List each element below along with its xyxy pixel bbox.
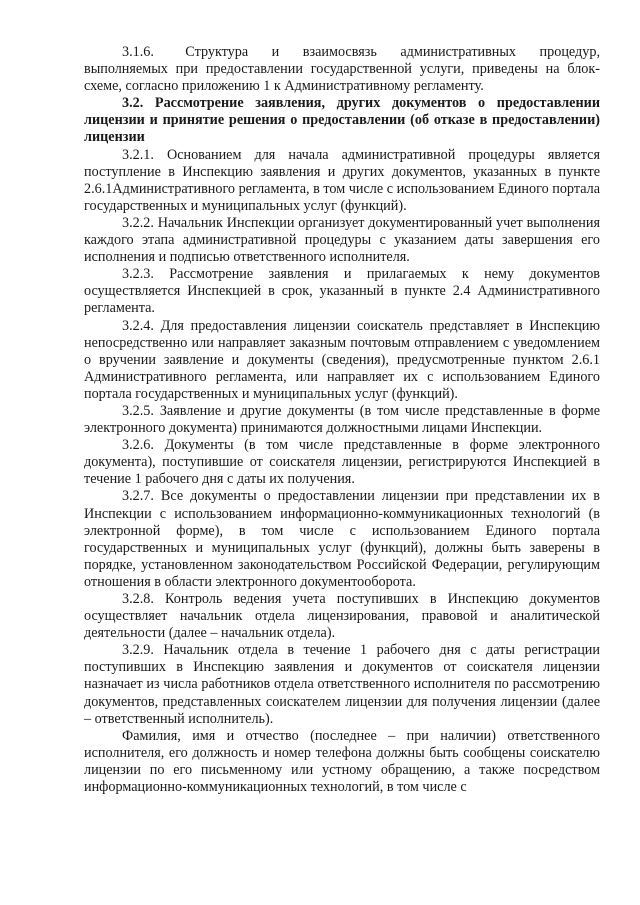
paragraph-3-1-6: 3.1.6. Структура и взаимосвязь административных процедур, выполняемых при предоставлении государственной услуги, приведены на блок-схеме, согласно приложению 1 к Административному регламенту. bbox=[84, 44, 600, 95]
paragraph-3-2-5: 3.2.5. Заявление и другие документы (в том числе представленные в форме электронного документа) принимаются должностными лицами Инспекции. bbox=[84, 402, 600, 437]
paragraph-3-2-1: 3.2.1. Основанием для начала административной процедуры является поступление в Инспекцию заявления и других документов, указанных в пункте 2.6.1Административного регламента, в том числе с использованием Единого портала государственных и муниципальных услуг (функций). bbox=[84, 146, 600, 214]
paragraph-3-2-8: 3.2.8. Контроль ведения учета поступивших в Инспекцию документов осуществляет начальник отдела лицензирования, правовой и аналитической деятельности (далее – начальник отдела). bbox=[84, 591, 600, 642]
paragraph-3-2-7: 3.2.7. Все документы о предоставлении лицензии при представлении их в Инспекции с использованием информационно-коммуникационных технологий (в электронной форме), в том числе с использованием Единого портала государственных и муниципальных услуг (функций), должны быть заверены в порядке, установленном законодательством Российской Федерации, регулирующим отношения в области электронного документооборота. bbox=[84, 488, 600, 590]
paragraph-3-2-9: 3.2.9. Начальник отдела в течение 1 рабочего дня с даты регистрации поступивших в Инспекцию заявления и документов от соискателя лицензии назначает из числа работников отдела ответственного исполнителя по рассмотрению документов, представленных соискателем лицензии для получения лицензии (далее – ответственный исполнитель). bbox=[84, 642, 600, 727]
paragraph-3-2-3: 3.2.3. Рассмотрение заявления и прилагаемых к нему документов осуществляется Инспекцией в срок, указанный в пункте 2.4 Административного регламента. bbox=[84, 266, 600, 317]
paragraph-3-2-4: 3.2.4. Для предоставления лицензии соискатель представляет в Инспекцию непосредственно или направляет заказным почтовым отправлением с уведомлением о вручении заявление и документы (сведения), предусмотренные пунктом 2.6.1 Административного регламента, или направляет их с использованием Единого портала государственных и муниципальных услуг (функций). bbox=[84, 317, 600, 402]
document-page bbox=[84, 44, 600, 796]
section-heading-3-2: 3.2. Рассмотрение заявления, других документов о предоставлении лицензии и принятие решения о предоставлении (об отказе в предоставлении) лицензии bbox=[84, 95, 600, 146]
paragraph-3-2-2: 3.2.2. Начальник Инспекции организует документированный учет выполнения каждого этапа административной процедуры с указанием даты завершения его исполнения и подписью ответственного исполнителя. bbox=[84, 214, 600, 266]
paragraph-executor-contact: Фамилия, имя и отчество (последнее – при наличии) ответственного исполнителя, его должность и номер телефона должны быть сообщены соискателю лицензии по его письменному или устному обращению, а также посредством информационно-коммуникационных технологий, в том числе с bbox=[84, 727, 600, 796]
paragraph-3-2-6: 3.2.6. Документы (в том числе представленные в форме электронного документа), поступившие от соискателя лицензии, регистрируются Инспекцией в течение 1 рабочего дня с даты их получения. bbox=[84, 437, 600, 488]
